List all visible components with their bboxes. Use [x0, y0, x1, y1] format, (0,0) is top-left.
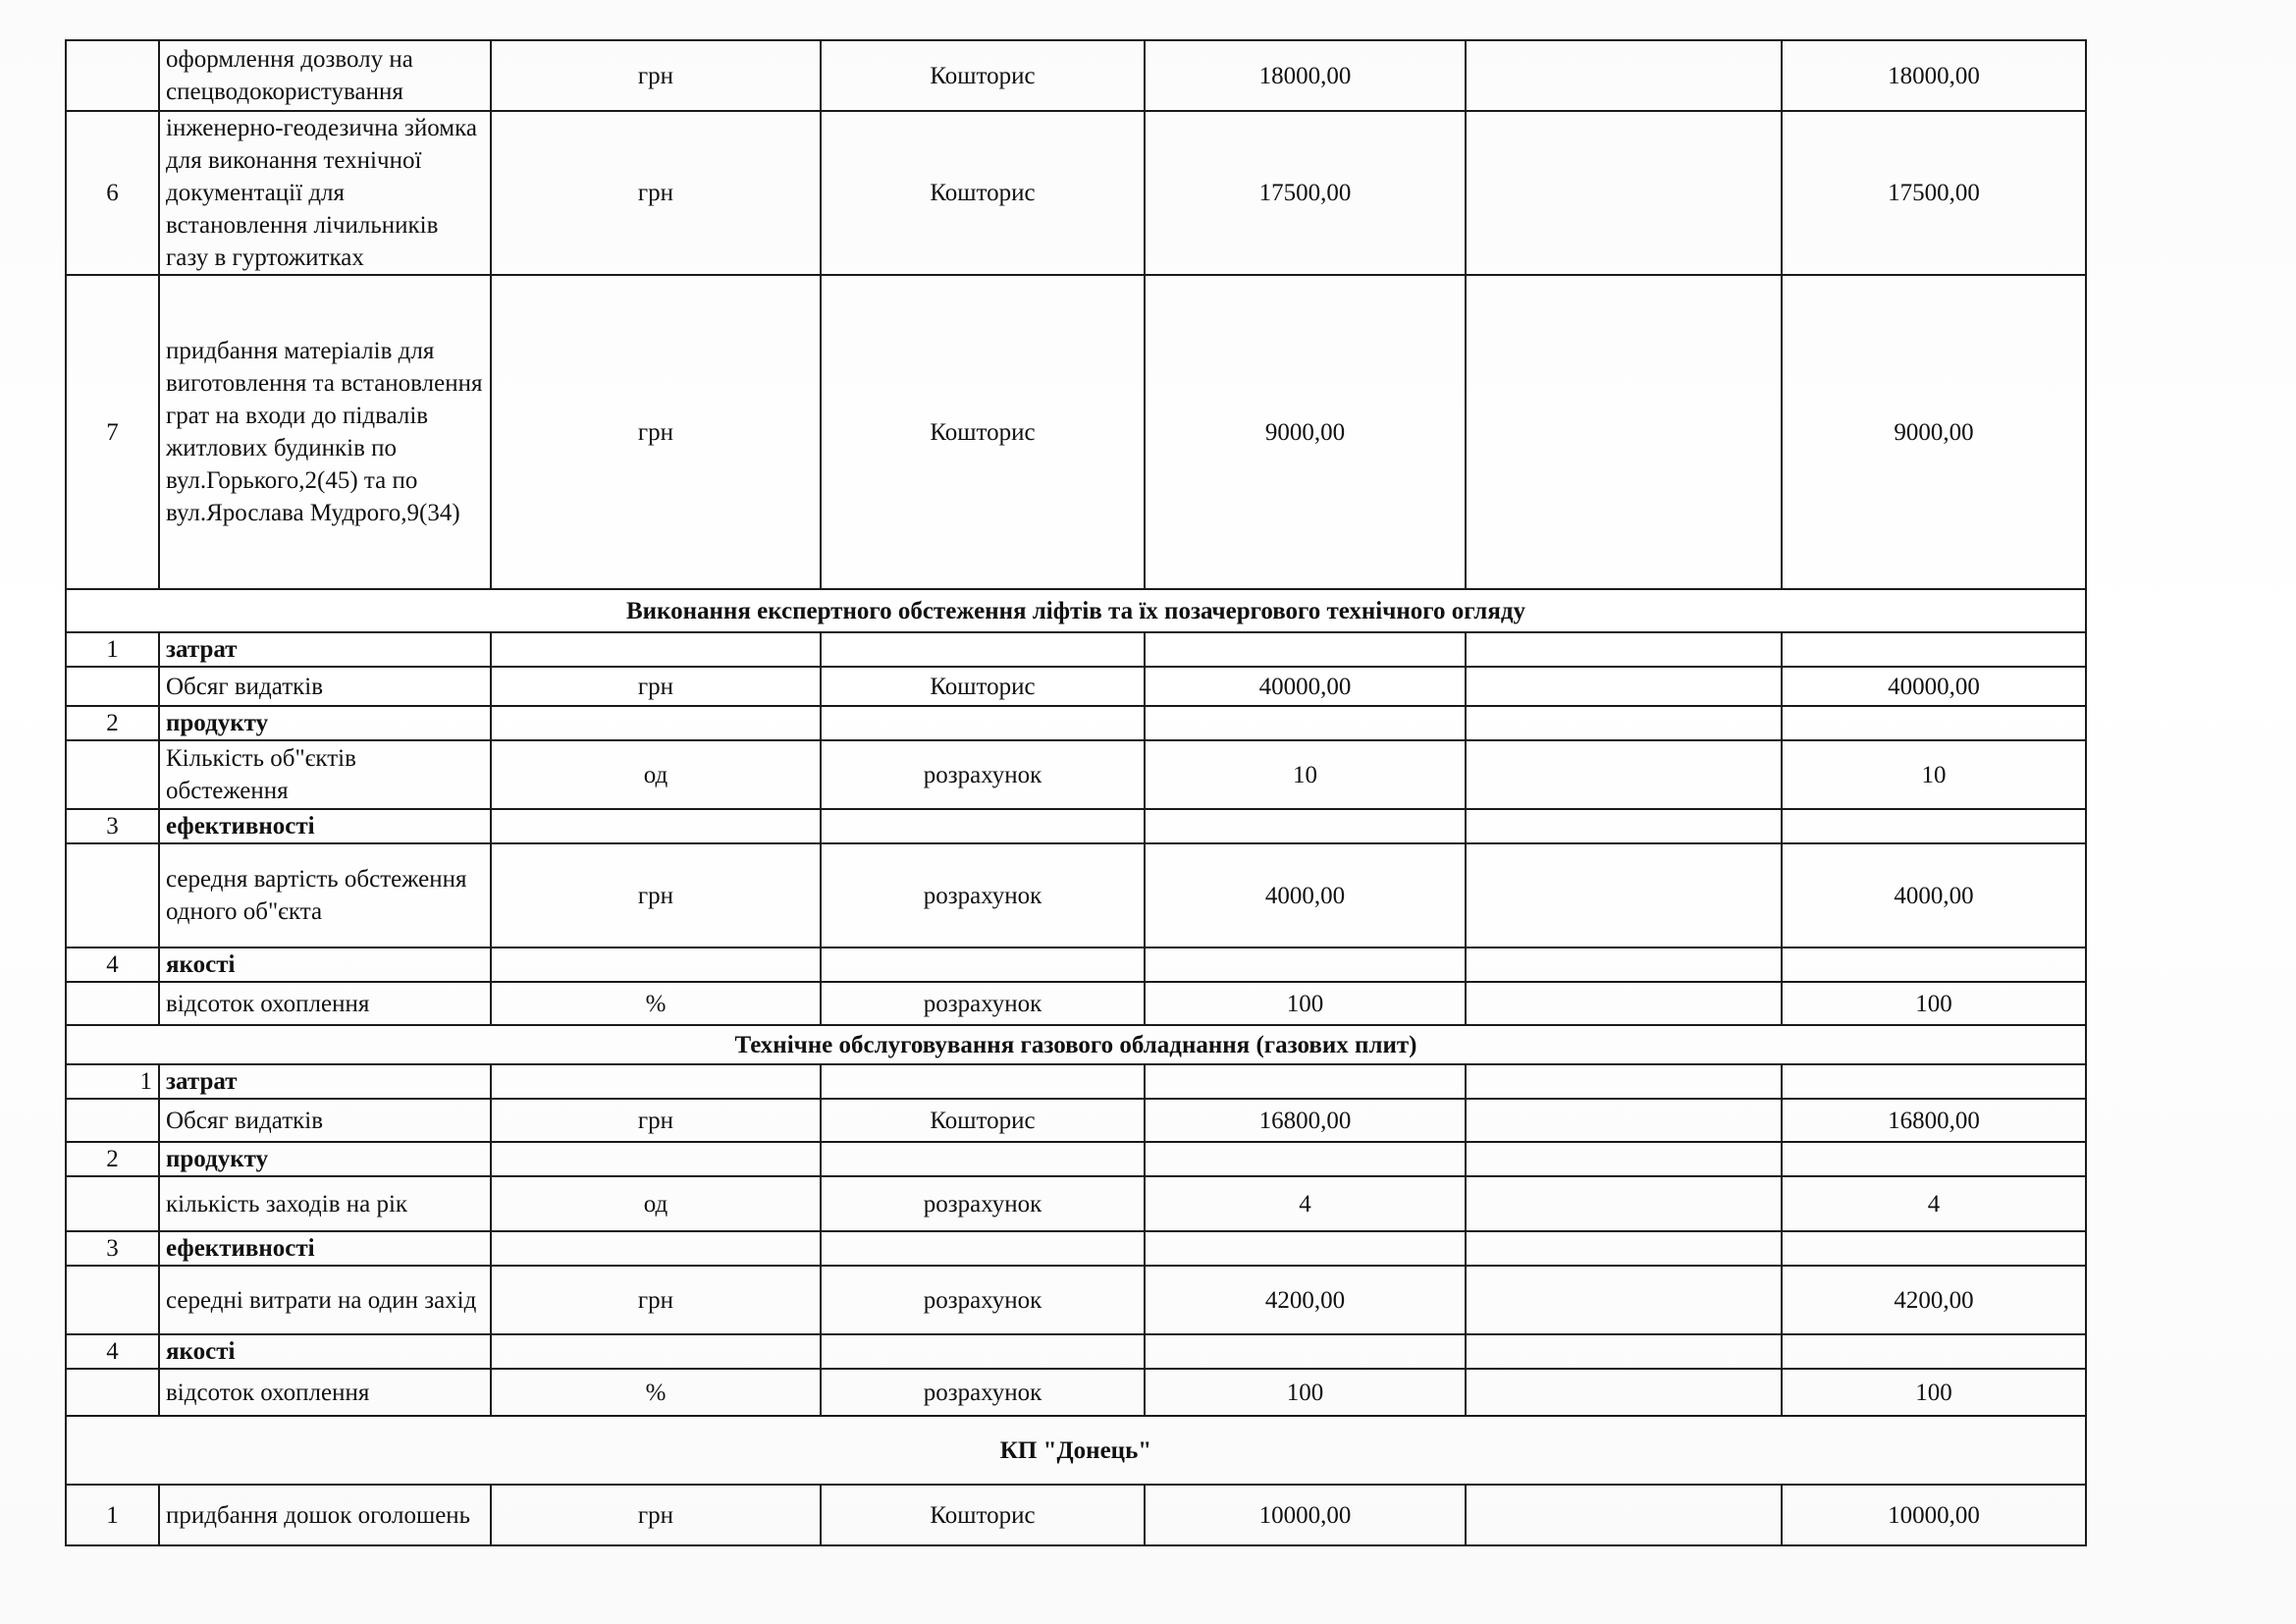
source-cell: Кошторис: [821, 111, 1145, 275]
indicator-name: кількість заходів на рік: [159, 1176, 491, 1231]
source-cell: Кошторис: [821, 667, 1145, 706]
category-row: [66, 1334, 2086, 1369]
source-cell: Кошторис: [821, 1485, 1145, 1545]
category-row: [66, 1231, 2086, 1266]
special-fund-cell: [1466, 275, 1782, 589]
total-cell: 100: [1782, 982, 2086, 1025]
special-fund-cell: [1466, 1176, 1782, 1231]
special-fund-cell: [1466, 111, 1782, 275]
category-name: ефективності: [159, 1231, 491, 1266]
table-row: [66, 843, 2086, 947]
total-cell: 9000,00: [1782, 275, 2086, 589]
source-cell: розрахунок: [821, 982, 1145, 1025]
total-cell: 10000,00: [1782, 1485, 2086, 1545]
table-row: [66, 1176, 2086, 1231]
indicator-name: придбання дошок оголошень: [159, 1485, 491, 1545]
row-number: 1: [66, 1064, 159, 1099]
row-number: 1: [66, 1485, 159, 1545]
row-number: 7: [66, 275, 159, 589]
table-row: [66, 111, 2086, 275]
category-name: якості: [159, 1334, 491, 1369]
passport-table: [65, 39, 2087, 1546]
source-cell: розрахунок: [821, 1369, 1145, 1416]
unit-cell: од: [491, 1176, 821, 1231]
table-row: [66, 275, 2086, 589]
row-number: 1: [66, 632, 159, 667]
source-cell: Кошторис: [821, 40, 1145, 111]
category-row: [66, 632, 2086, 667]
unit-cell: грн: [491, 111, 821, 275]
category-row: [66, 706, 2086, 740]
row-number: 3: [66, 1231, 159, 1266]
total-cell: 4200,00: [1782, 1266, 2086, 1334]
row-number: 3: [66, 809, 159, 843]
general-fund-cell: 100: [1145, 1369, 1466, 1416]
section-title: Виконання експертного обстеження ліфтів та їх позачергового технічного огляду: [66, 589, 2086, 632]
unit-cell: грн: [491, 667, 821, 706]
general-fund-cell: 16800,00: [1145, 1099, 1466, 1142]
total-cell: 40000,00: [1782, 667, 2086, 706]
indicator-name: середні витрати на один захід: [159, 1266, 491, 1334]
table-row: [66, 1369, 2086, 1416]
row-number: [66, 740, 159, 809]
general-fund-cell: 10000,00: [1145, 1485, 1466, 1545]
total-cell: 10: [1782, 740, 2086, 809]
category-row: [66, 1142, 2086, 1176]
row-number: [66, 982, 159, 1025]
section-title: Технічне обслуговування газового обладнання (газових плит): [66, 1025, 2086, 1064]
special-fund-cell: [1466, 1099, 1782, 1142]
indicator-name: відсоток охоплення: [159, 982, 491, 1025]
total-cell: 100: [1782, 1369, 2086, 1416]
special-fund-cell: [1466, 740, 1782, 809]
general-fund-cell: 100: [1145, 982, 1466, 1025]
source-cell: розрахунок: [821, 740, 1145, 809]
general-fund-cell: 18000,00: [1145, 40, 1466, 111]
general-fund-cell: 4000,00: [1145, 843, 1466, 947]
special-fund-cell: [1466, 1266, 1782, 1334]
indicator-name: Обсяг видатків: [159, 1099, 491, 1142]
category-row: [66, 947, 2086, 982]
general-fund-cell: 17500,00: [1145, 111, 1466, 275]
total-cell: 18000,00: [1782, 40, 2086, 111]
indicator-name: відсоток охоплення: [159, 1369, 491, 1416]
table-row: [66, 1485, 2086, 1545]
general-fund-cell: 10: [1145, 740, 1466, 809]
category-name: ефективності: [159, 809, 491, 843]
row-number: [66, 667, 159, 706]
row-number: [66, 40, 159, 111]
total-cell: 16800,00: [1782, 1099, 2086, 1142]
row-number: [66, 1099, 159, 1142]
row-number: [66, 843, 159, 947]
row-number: [66, 1369, 159, 1416]
row-number: [66, 1176, 159, 1231]
special-fund-cell: [1466, 667, 1782, 706]
special-fund-cell: [1466, 843, 1782, 947]
total-cell: 4: [1782, 1176, 2086, 1231]
table-row: [66, 1099, 2086, 1142]
general-fund-cell: 4200,00: [1145, 1266, 1466, 1334]
source-cell: розрахунок: [821, 1176, 1145, 1231]
category-name: затрат: [159, 1064, 491, 1099]
general-fund-cell: 4: [1145, 1176, 1466, 1231]
row-number: 2: [66, 706, 159, 740]
section-header-row: [66, 589, 2086, 632]
row-number: 4: [66, 1334, 159, 1369]
total-cell: 17500,00: [1782, 111, 2086, 275]
source-cell: Кошторис: [821, 1099, 1145, 1142]
source-cell: Кошторис: [821, 275, 1145, 589]
indicator-name: середня вартість обстеження одного об"єкта: [159, 843, 491, 947]
row-number: [66, 1266, 159, 1334]
total-cell: 4000,00: [1782, 843, 2086, 947]
section-title: КП "Донець": [66, 1416, 2086, 1485]
category-name: продукту: [159, 1142, 491, 1176]
unit-cell: %: [491, 982, 821, 1025]
row-number: 2: [66, 1142, 159, 1176]
unit-cell: %: [491, 1369, 821, 1416]
special-fund-cell: [1466, 40, 1782, 111]
indicator-name: придбання матеріалів для виготовлення та встановлення грат на входи до підвалів житлових будинків по вул.Горького,2(45) та по вул.Ярослава Мудрого,9(34): [159, 275, 491, 589]
row-number: 6: [66, 111, 159, 275]
special-fund-cell: [1466, 1369, 1782, 1416]
unit-cell: грн: [491, 1485, 821, 1545]
general-fund-cell: 9000,00: [1145, 275, 1466, 589]
row-number: 4: [66, 947, 159, 982]
general-fund-cell: 40000,00: [1145, 667, 1466, 706]
category-row: [66, 809, 2086, 843]
category-row: [66, 1064, 2086, 1099]
indicator-name: оформлення дозволу на спецводокористування: [159, 40, 491, 111]
indicator-name: Обсяг видатків: [159, 667, 491, 706]
unit-cell: од: [491, 740, 821, 809]
unit-cell: грн: [491, 1099, 821, 1142]
unit-cell: грн: [491, 843, 821, 947]
section-header-row: [66, 1416, 2086, 1485]
indicator-name: Кількість об"єктів обстеження: [159, 740, 491, 809]
indicator-name: інженерно-геодезична зйомка для виконання технічної документації для встановлення лічильників газу в гуртожитках: [159, 111, 491, 275]
unit-cell: грн: [491, 40, 821, 111]
source-cell: розрахунок: [821, 843, 1145, 947]
category-name: продукту: [159, 706, 491, 740]
table-row: [66, 740, 2086, 809]
unit-cell: грн: [491, 1266, 821, 1334]
table-row: [66, 1266, 2086, 1334]
table-row: [66, 40, 2086, 111]
section-header-row: [66, 1025, 2086, 1064]
table-row: [66, 982, 2086, 1025]
special-fund-cell: [1466, 1485, 1782, 1545]
category-name: якості: [159, 947, 491, 982]
special-fund-cell: [1466, 982, 1782, 1025]
category-name: затрат: [159, 632, 491, 667]
unit-cell: грн: [491, 275, 821, 589]
source-cell: розрахунок: [821, 1266, 1145, 1334]
table-row: [66, 667, 2086, 706]
